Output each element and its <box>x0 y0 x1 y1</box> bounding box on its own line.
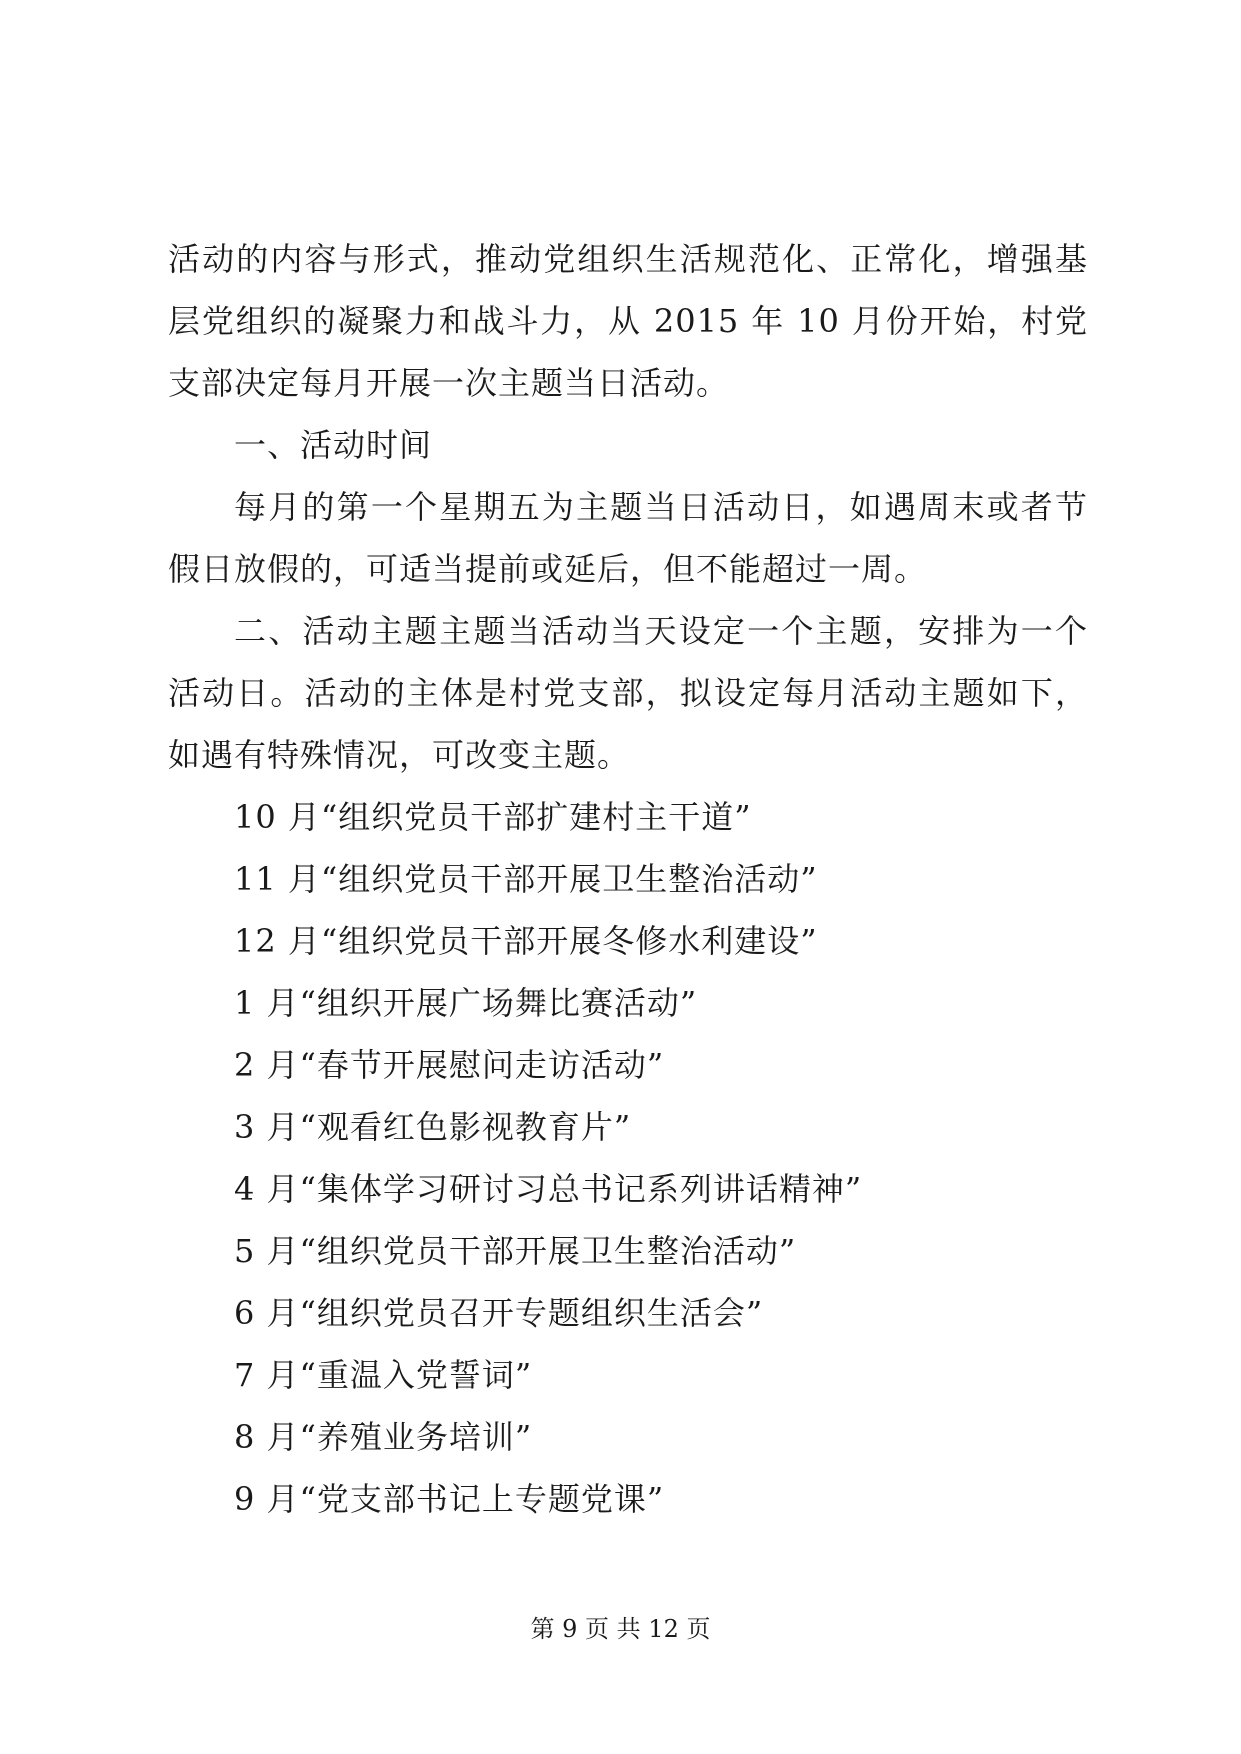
list-item: 1 月“组织开展广场舞比赛活动” <box>234 984 698 1022</box>
list-item: 2 月“春节开展慰问走访活动” <box>234 1046 665 1084</box>
list-item: 6 月“组织党员召开专题组织生活会” <box>234 1294 764 1332</box>
document-body <box>168 228 1088 1530</box>
list-item: 11 月“组织党员干部开展卫生整治活动” <box>234 860 818 898</box>
list-item: 4 月“集体学习研讨习总书记系列讲话精神” <box>234 1170 863 1208</box>
list-item: 12 月“组织党员干部开展冬修水利建设” <box>234 922 818 960</box>
activity-time-paragraph: 每月的第一个星期五为主题当日活动日，如遇周末或者节假日放假的，可适当提前或延后，但不能超过一周。 <box>168 488 1088 588</box>
intro-paragraph: 活动的内容与形式，推动党组织生活规范化、正常化，增强基层党组织的凝聚力和战斗力，从 2015 年 10 月份开始，村党支部决定每月开展一次主题当日活动。 <box>168 240 1088 402</box>
list-item: 10 月“组织党员干部扩建村主干道” <box>234 798 752 836</box>
list-item: 7 月“重温入党誓词” <box>234 1356 533 1394</box>
monthly-theme-list <box>168 786 1088 1530</box>
activity-theme-paragraph: 二、活动主题主题当活动当天设定一个主题，安排为一个活动日。活动的主体是村党支部，拟设定每月活动主题如下，如遇有特殊情况，可改变主题。 <box>168 612 1088 774</box>
list-item: 8 月“养殖业务培训” <box>234 1418 533 1456</box>
list-item: 9 月“党支部书记上专题党课” <box>234 1480 665 1518</box>
page-number-footer: 第 9 页 共 12 页 <box>530 1615 711 1643</box>
section-heading-activity-time: 一、活动时间 <box>234 426 433 464</box>
list-item: 3 月“观看红色影视教育片” <box>234 1108 632 1146</box>
list-item: 5 月“组织党员干部开展卫生整治活动” <box>234 1232 797 1270</box>
